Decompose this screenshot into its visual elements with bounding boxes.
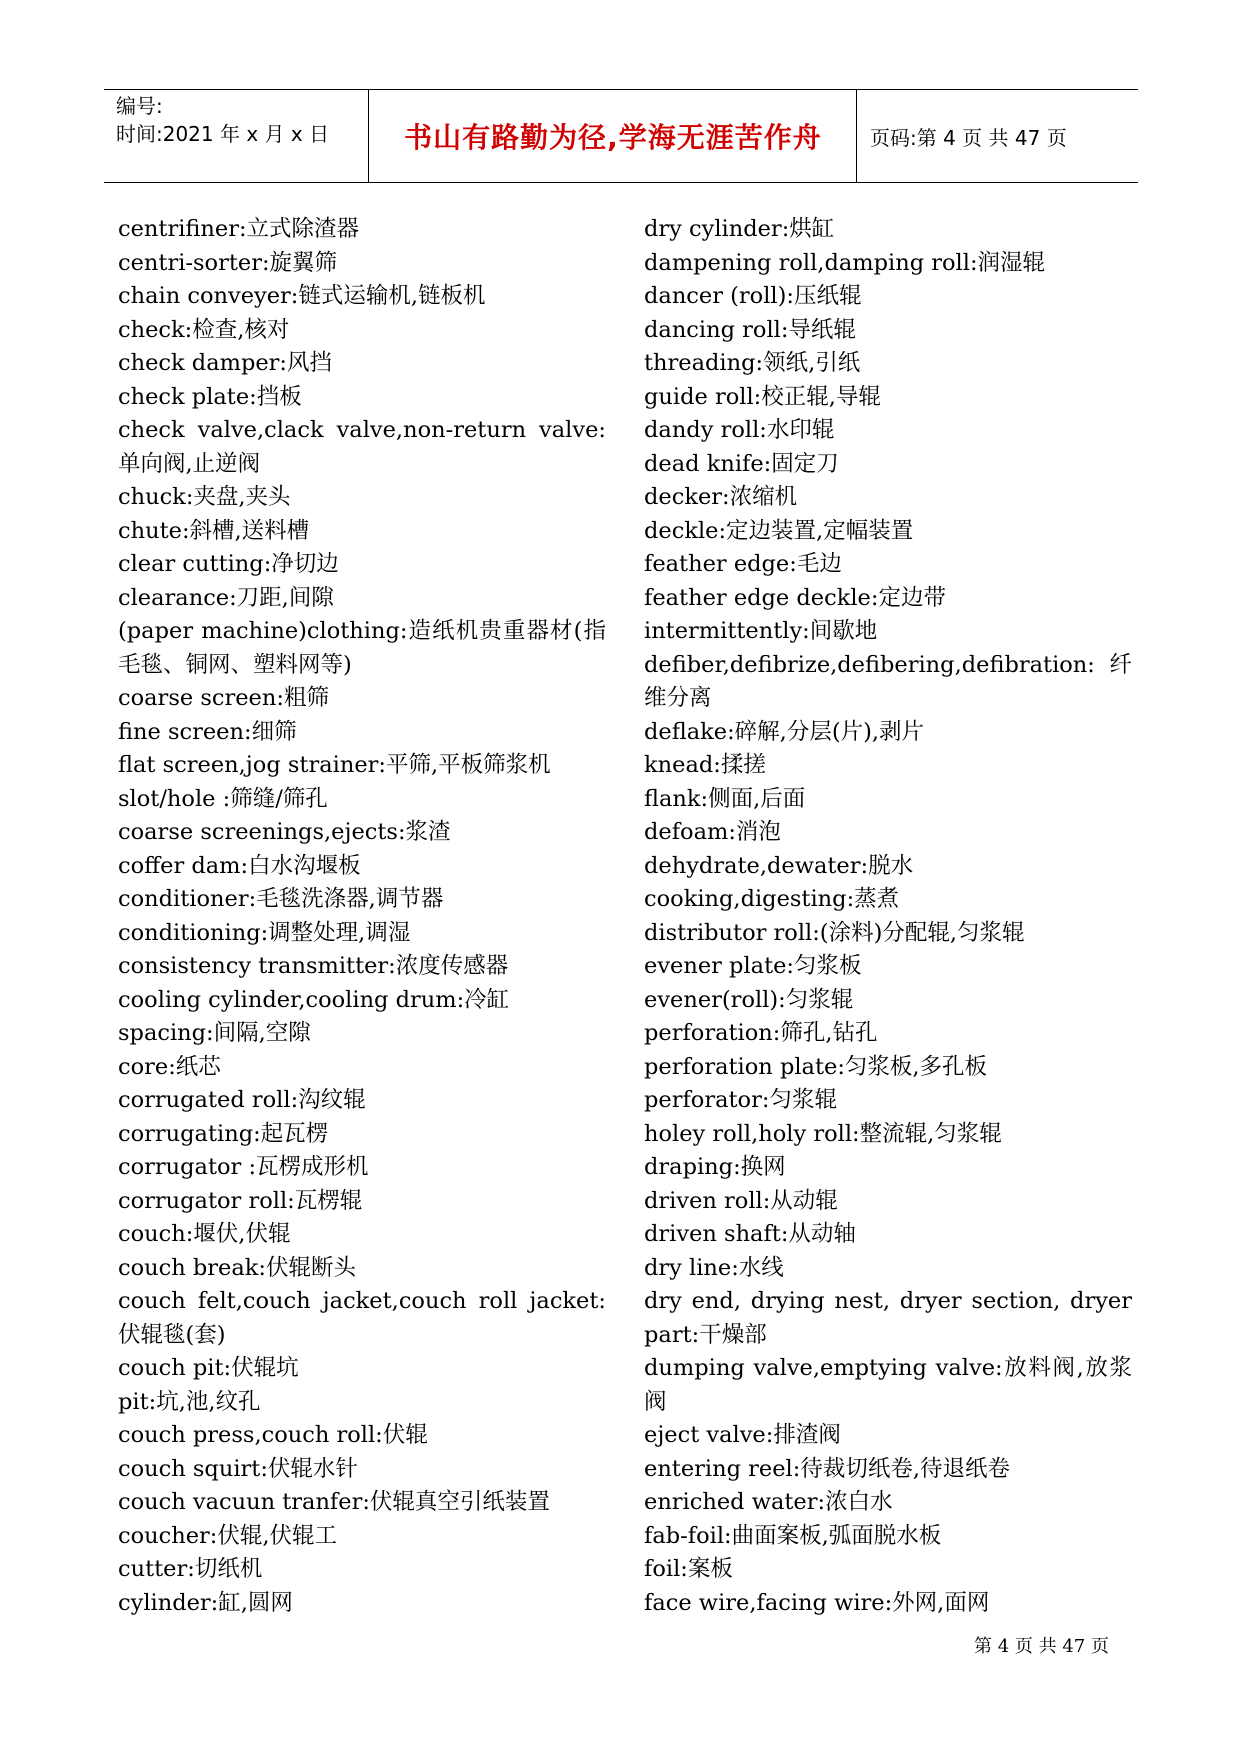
glossary-entry: clear cutting:净切边 — [118, 551, 339, 577]
glossary-entry: deflake:碎解,分层(片),剥片 — [644, 718, 925, 745]
glossary-entry: couch break:伏辊断头 — [118, 1254, 356, 1281]
glossary-entry: couch:堰伏,伏辊 — [118, 1221, 291, 1247]
glossary-entry: chuck:夹盘,夹头 — [118, 484, 291, 510]
glossary-entry: check plate:挡板 — [118, 383, 302, 410]
glossary-entry: couch felt,couch jacket,couch roll jacket:伏辊毯(套) — [118, 1288, 606, 1348]
glossary-entry: conditioning:调整处理,调湿 — [118, 919, 411, 946]
glossary-entry: evener plate:匀浆板 — [644, 953, 862, 979]
glossary-entry: intermittently:间歇地 — [644, 618, 878, 644]
glossary-entry: chute:斜槽,送料槽 — [118, 517, 310, 544]
glossary-entry: coucher:伏辊,伏辊工 — [118, 1522, 338, 1549]
glossary-entry: corrugating:起瓦楞 — [118, 1120, 329, 1147]
glossary-entry: corrugated roll:沟纹辊 — [118, 1087, 366, 1113]
glossary-entry: fab-foil:曲面案板,弧面脱水板 — [644, 1522, 942, 1549]
glossary-entry: fine screen:细筛 — [118, 718, 297, 745]
glossary-entry: deckle:定边装置,定幅装置 — [644, 517, 914, 544]
glossary-entry: spacing:间隔,空隙 — [118, 1020, 311, 1046]
header-divider — [368, 90, 369, 182]
glossary-entry: slot/hole :筛缝/筛孔 — [118, 785, 328, 812]
glossary-entry: conditioner:毛毯洗涤器,调节器 — [118, 886, 444, 912]
glossary-entry: check:检查,核对 — [118, 316, 290, 343]
number-label: 编号: — [116, 94, 163, 118]
header-motto: 书山有路勤为径,学海无涯苦作舟 — [404, 121, 822, 154]
header-divider — [856, 90, 857, 182]
glossary-entry: distributor roll:(涂料)分配辊,匀浆辊 — [644, 919, 1025, 946]
glossary-entry: defiber,defibrize,defibering,defibration:纤维分离 — [644, 651, 1132, 711]
glossary-entry: foil:案板 — [644, 1556, 733, 1582]
page-header — [104, 89, 1138, 183]
glossary-entry: threading:领纸,引纸 — [644, 350, 861, 376]
glossary-entry: coffer dam:白水沟堰板 — [118, 852, 361, 879]
glossary-entry: dry end, drying nest, dryer section, dryer part:干燥部 — [644, 1288, 1132, 1348]
glossary-entry: dancer (roll):压纸辊 — [644, 283, 862, 309]
glossary-entry: face wire,facing wire:外网,面网 — [644, 1589, 990, 1616]
glossary-entry: perforation:筛孔,钻孔 — [644, 1020, 878, 1046]
glossary-entry: (paper machine)clothing:造纸机贵重器材(指毛毯、铜网、塑料网等) — [118, 618, 606, 678]
glossary-entry: dead knife:固定刀 — [644, 450, 839, 477]
glossary-entry: cutter:切纸机 — [118, 1556, 263, 1582]
glossary-entry: dumping valve,emptying valve:放料阀,放浆阀 — [644, 1355, 1132, 1415]
glossary-entry: dehydrate,dewater:脱水 — [644, 852, 914, 879]
glossary-entry: dry line:水线 — [644, 1254, 784, 1281]
glossary-entry: couch press,couch roll:伏辊 — [118, 1422, 428, 1448]
glossary-entry: perforator:匀浆辊 — [644, 1087, 837, 1113]
glossary-entry: feather edge:毛边 — [644, 551, 842, 577]
glossary-entry: centri-sorter:旋翼筛 — [118, 249, 338, 276]
glossary-entry: corrugator roll:瓦楞辊 — [118, 1187, 363, 1214]
glossary-entry: dandy roll:水印辊 — [644, 417, 835, 443]
glossary-entry: eject valve:排渣阀 — [644, 1422, 841, 1448]
glossary-entry: enriched water:浓白水 — [644, 1489, 893, 1515]
glossary-entry: coarse screenings,ejects:浆渣 — [118, 819, 451, 845]
glossary-entry: evener(roll):匀浆辊 — [644, 986, 854, 1013]
glossary-entry: flank:侧面,后面 — [644, 785, 806, 812]
glossary-entry: knead:揉搓 — [644, 752, 766, 778]
glossary-entry: flat screen,jog strainer:平筛,平板筛浆机 — [118, 752, 551, 778]
glossary-entry: check valve,clack valve,non-return valve:单向阀,止逆阀 — [118, 417, 606, 477]
glossary-entry: cooling cylinder,cooling drum:冷缸 — [118, 986, 510, 1013]
header-page-number: 页码:第 4 页 共 47 页 — [870, 125, 1067, 150]
glossary-entry: core:纸芯 — [118, 1053, 221, 1080]
glossary-entry: entering reel:待裁切纸卷,待退纸卷 — [644, 1455, 1010, 1482]
glossary-entry: corrugator :瓦楞成形机 — [118, 1154, 369, 1180]
glossary-entry: cooking,digesting:蒸煮 — [644, 886, 900, 912]
glossary-entry: coarse screen:粗筛 — [118, 685, 329, 711]
glossary-entry: perforation plate:匀浆板,多孔板 — [644, 1053, 988, 1080]
glossary-entry: guide roll:校正辊,导辊 — [644, 383, 881, 410]
glossary-right-column — [644, 213, 1132, 1620]
glossary-entry: draping:换网 — [644, 1154, 786, 1180]
glossary-entry: holey roll,holy roll:整流辊,匀浆辊 — [644, 1120, 1002, 1147]
glossary-left-column — [118, 213, 606, 1620]
glossary-entry: couch vacuun tranfer:伏辊真空引纸装置 — [118, 1489, 550, 1515]
glossary-entry: dancing roll:导纸辊 — [644, 316, 856, 343]
header-info — [116, 92, 366, 148]
glossary-entry: chain conveyer:链式运输机,链板机 — [118, 283, 486, 309]
glossary-entry: cylinder:缸,圆网 — [118, 1589, 293, 1616]
glossary-entry: driven shaft:从动轴 — [644, 1221, 856, 1247]
glossary-entry: centrifiner:立式除渣器 — [118, 216, 360, 242]
glossary-entry: clearance:刀距,间隙 — [118, 584, 334, 611]
glossary-entry: pit:坑,池,纹孔 — [118, 1388, 261, 1415]
glossary-entry: couch squirt:伏辊水针 — [118, 1455, 358, 1482]
footer-page-number: 第 4 页 共 47 页 — [974, 1636, 1109, 1657]
glossary-entry: couch pit:伏辊坑 — [118, 1355, 299, 1381]
time-label: 时间:2021 年 x 月 x 日 — [116, 122, 330, 146]
glossary-entry: dampening roll,damping roll:润湿辊 — [644, 249, 1046, 276]
glossary-entry: dry cylinder:烘缸 — [644, 216, 835, 242]
glossary-entry: feather edge deckle:定边带 — [644, 584, 946, 611]
glossary-entry: defoam:消泡 — [644, 819, 781, 845]
glossary-entry: check damper:风挡 — [118, 350, 333, 376]
glossary-entry: decker:浓缩机 — [644, 484, 798, 510]
glossary-entry: driven roll:从动辊 — [644, 1187, 838, 1214]
glossary-entry: consistency transmitter:浓度传感器 — [118, 953, 509, 979]
